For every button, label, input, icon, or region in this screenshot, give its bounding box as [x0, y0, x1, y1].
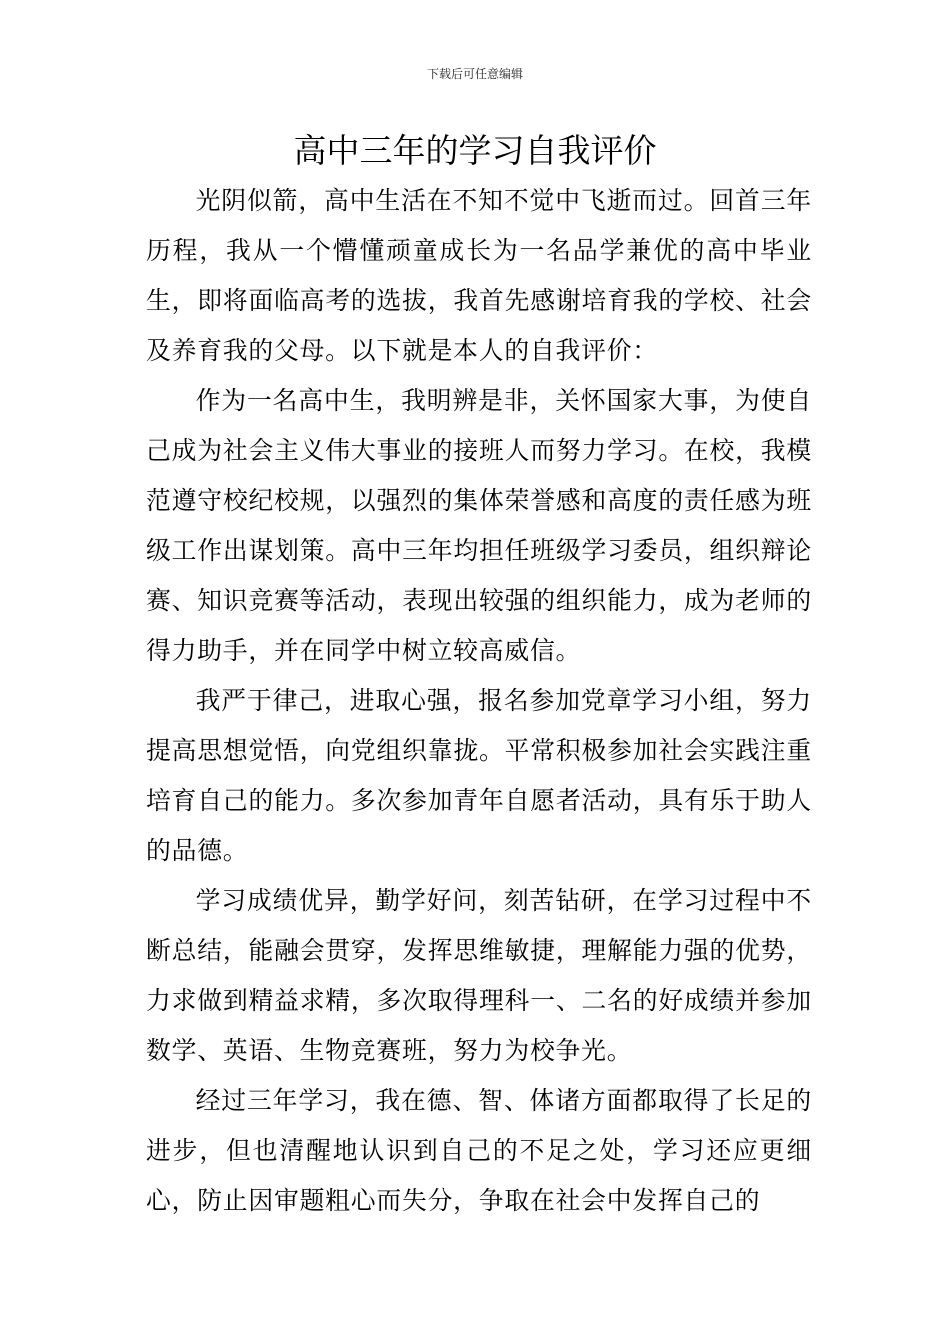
document-body [146, 176, 812, 1226]
document-title: 高中三年的学习自我评价 [293, 131, 657, 170]
paragraph-1: 光阴似箭，高中生活在不知不觉中飞逝而过。回首三年历程，我从一个懵懂顽童成长为一名品学兼优的高中毕业生，即将面临高考的选拔，我首先感谢培育我的学校、社会及养育我的父母。以下就是本人的自我评价： [146, 186, 812, 365]
paragraph-3: 我严于律己，进取心强，报名参加党章学习小组，努力提高思想觉悟，向党组织靠拢。平常积极参加社会实践注重培育自己的能力。多次参加青年自愿者活动，具有乐于助人的品德。 [146, 686, 812, 865]
header-note: 下载后可任意编辑 [426, 67, 523, 81]
paragraph-2: 作为一名高中生，我明辨是非，关怀国家大事，为使自己成为社会主义伟大事业的接班人而努力学习。在校，我模范遵守校纪校规，以强烈的集体荣誉感和高度的责任感为班级工作出谋划策。高中三年均担任班级学习委员，组织辩论赛、知识竞赛等活动，表现出较强的组织能力，成为老师的得力助手，并在同学中树立较高威信。 [146, 386, 812, 665]
paragraph-4: 学习成绩优异，勤学好问，刻苦钻研，在学习过程中不断总结，能融会贯穿，发挥思维敏捷，理解能力强的优势，力求做到精益求精，多次取得理科一、二名的好成绩并参加数学、英语、生物竞赛班，努力为校争光。 [146, 886, 812, 1065]
paragraph-5: 经过三年学习，我在德、智、体诸方面都取得了长足的进步，但也清醒地认识到自己的不足之处，学习还应更细心，防止因审题粗心而失分，争取在社会中发挥自己的 [146, 1086, 812, 1215]
